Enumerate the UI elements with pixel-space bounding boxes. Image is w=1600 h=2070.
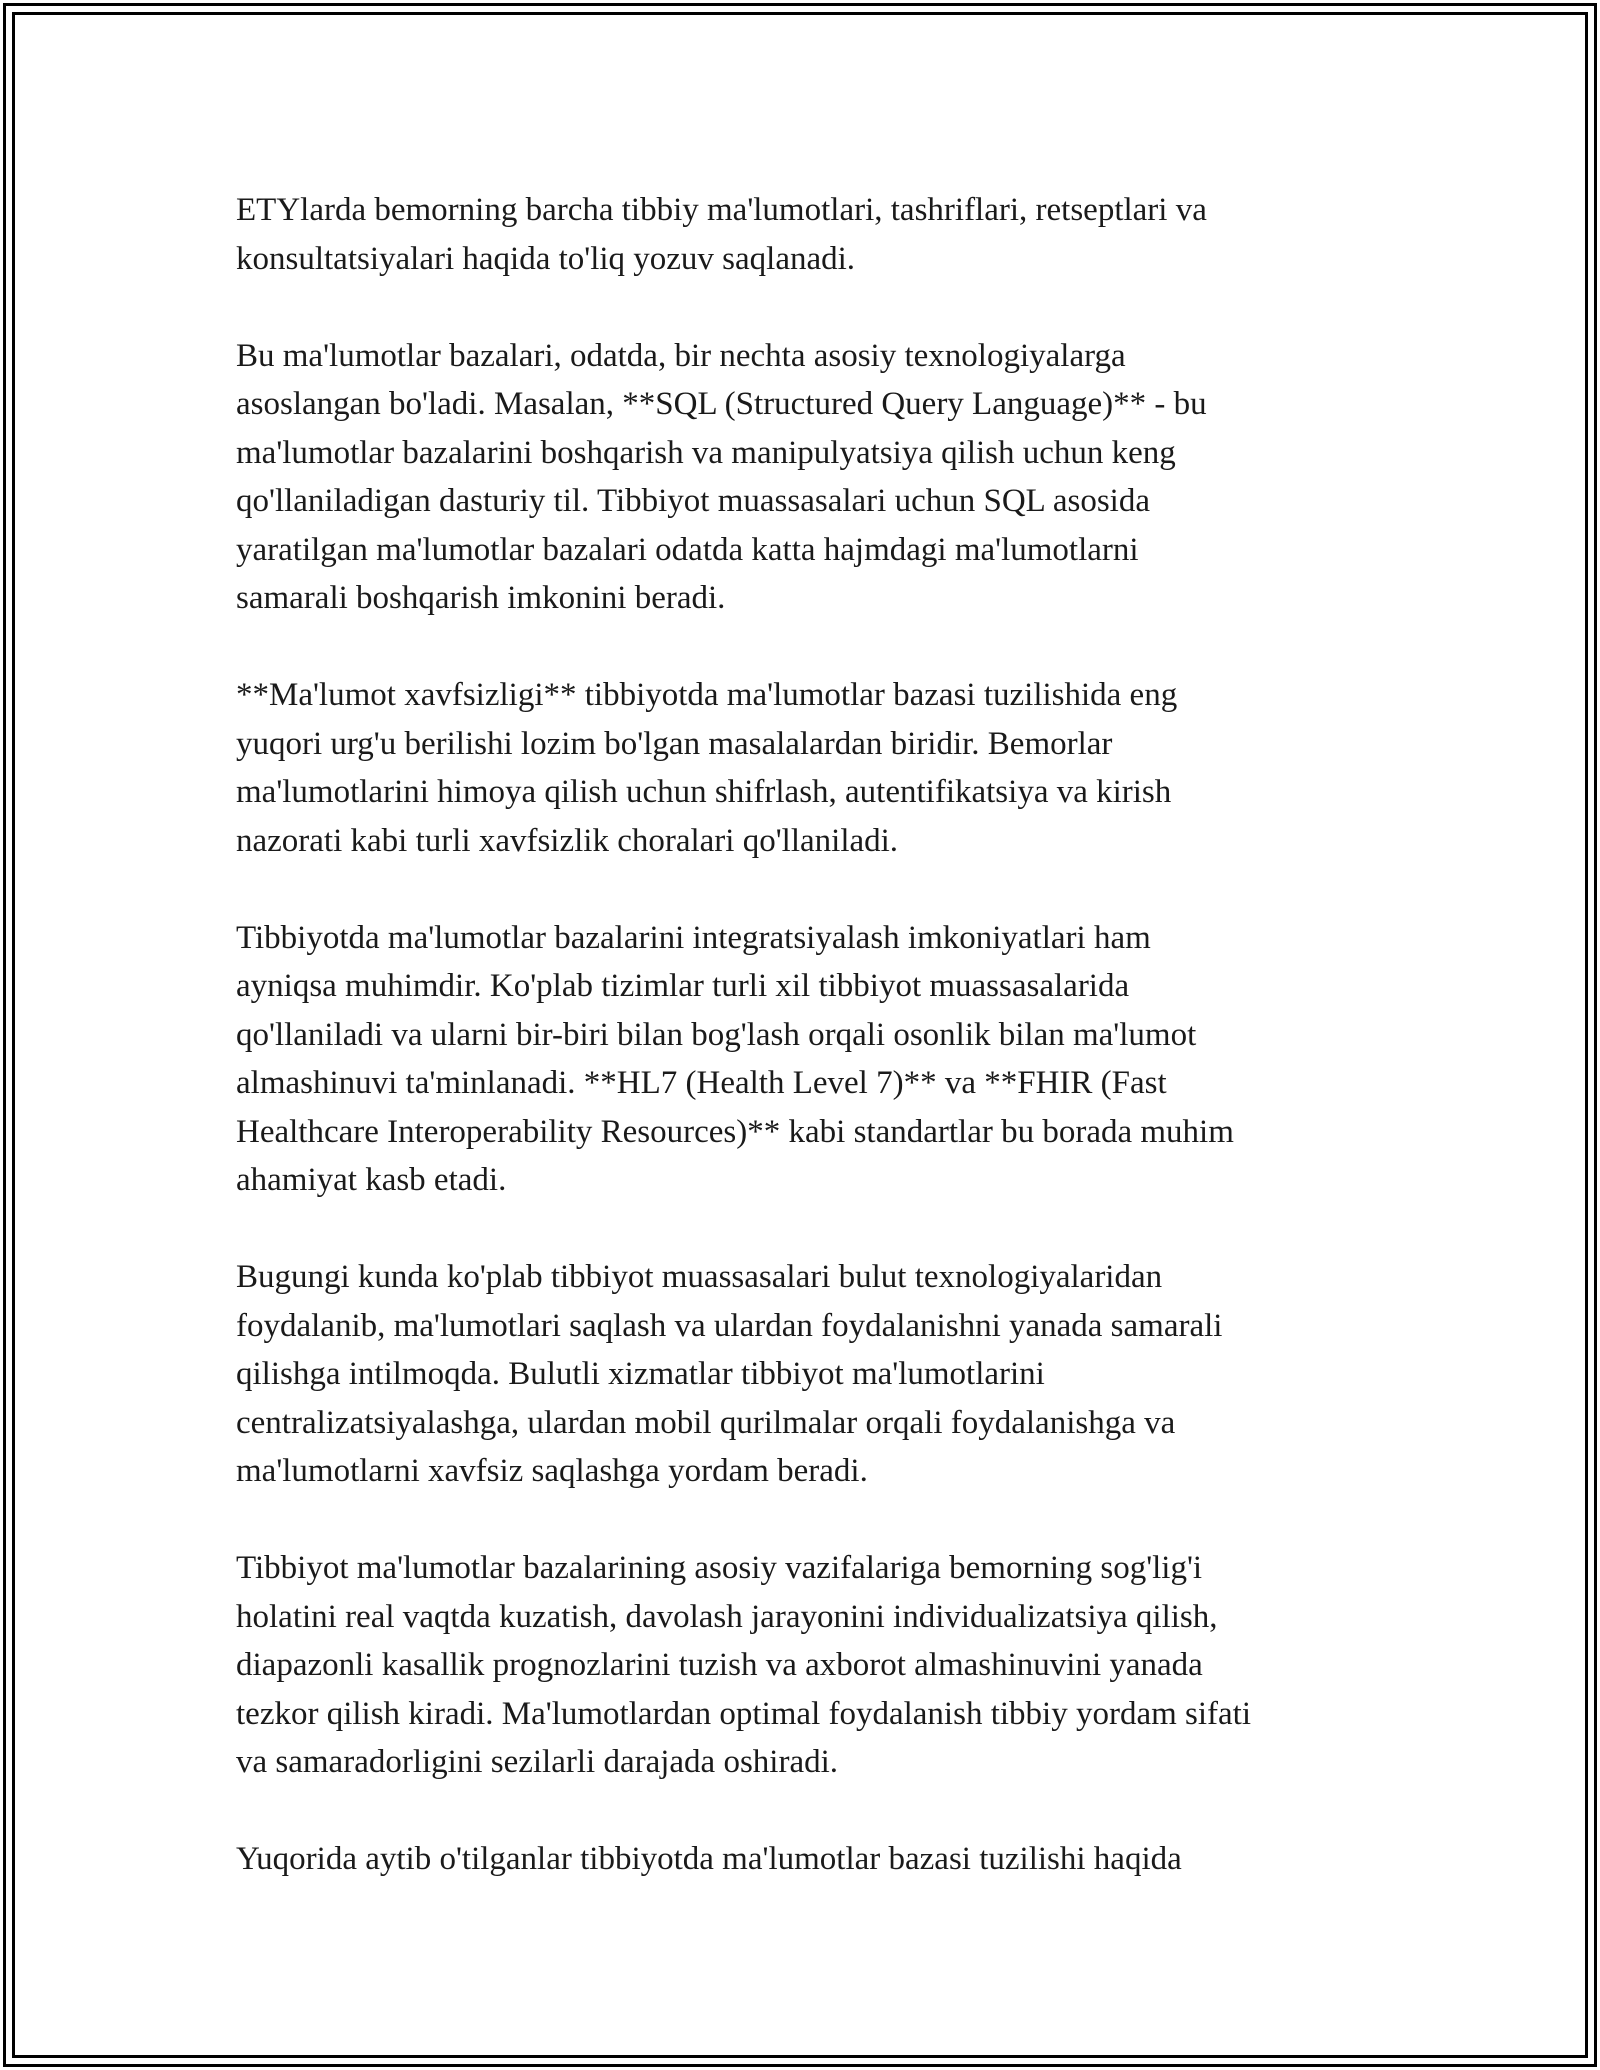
text-line: ma'lumotlarini himoya qilish uchun shifrlash, autentifikatsiya va kirish [236, 774, 1172, 810]
text-line: yuqori urg'u berilishi lozim bo'lgan masalalardan biridir. Bemorlar [236, 725, 1113, 762]
text-line: qilishga intilmoqda. Bulutli xizmatlar tibbiyot ma'lumotlarini [236, 1356, 1045, 1392]
paragraph-5 [236, 1253, 1386, 1496]
paragraph-3 [236, 671, 1386, 865]
text-line: ETYlarda bemorning barcha tibbiy ma'lumotlari, tashriflari, retseptlari va [236, 192, 1207, 228]
text-line: Tibbiyotda ma'lumotlar bazalarini integratsiyalash imkoniyatlari ham [236, 919, 1151, 956]
text-line: yaratilgan ma'lumotlar bazalari odatda katta hajmdagi ma'lumotlarni [236, 531, 1139, 568]
text-line: qo'llaniladigan dasturiy til. Tibbiyot muassasalari uchun SQL asosida [236, 483, 1150, 519]
text-line: ma'lumotlarni xavfsiz saqlashga yordam beradi. [236, 1453, 868, 1489]
paragraph-7 [236, 1835, 1386, 1884]
text-line: foydalanib, ma'lumotlari saqlash va ulardan foydalanishni yanada samarali [236, 1307, 1223, 1344]
text-line: Healthcare Interoperability Resources)** kabi standartlar bu borada muhim [236, 1113, 1234, 1150]
text-line: tezkor qilish kiradi. Ma'lumotlardan optimal foydalanish tibbiy yordam sifati [236, 1695, 1251, 1732]
text-line: almashinuvi ta'minlanadi. **HL7 (Health Level 7)** va **FHIR (Fast [236, 1065, 1167, 1101]
text-line: asoslangan bo'ladi. Masalan, **SQL (Structured Query Language)** - bu [236, 386, 1207, 422]
text-line: konsultatsiyalari haqida to'liq yozuv saqlanadi. [236, 240, 856, 277]
paragraph-1 [236, 186, 1386, 283]
text-line: Bu ma'lumotlar bazalari, odatda, bir nechta asosiy texnologiyalarga [236, 337, 1126, 374]
text-line: ayniqsa muhimdir. Ko'plab tizimlar turli xil tibbiyot muassasalarida [236, 968, 1130, 1004]
text-line: nazorati kabi turli xavfsizlik choralari qo'llaniladi. [236, 822, 899, 859]
document-body [236, 186, 1386, 1932]
text-line: qo'llaniladi va ularni bir-biri bilan bog'lash orqali osonlik bilan ma'lumot [236, 1016, 1197, 1053]
text-line: diapazonli kasallik prognozlarini tuzish va axborot almashinuvini yanada [236, 1647, 1203, 1683]
paragraph-6 [236, 1544, 1386, 1787]
text-line: holatini real vaqtda kuzatish, davolash jarayonini individualizatsiya qilish, [236, 1598, 1218, 1635]
text-line: centralizatsiyalashga, ulardan mobil qurilmalar orqali foydalanishga va [236, 1404, 1176, 1441]
text-line: Bugungi kunda ko'plab tibbiyot muassasalari bulut texnologiyalaridan [236, 1259, 1163, 1295]
text-line: ahamiyat kasb etadi. [236, 1162, 507, 1198]
text-line: samarali boshqarish imkonini beradi. [236, 580, 726, 616]
text-line: Yuqorida aytib o'tilganlar tibbiyotda ma'lumotlar bazasi tuzilishi haqida [236, 1841, 1182, 1877]
text-line: Tibbiyot ma'lumotlar bazalarining asosiy vazifalariga bemorning sog'lig'i [236, 1550, 1203, 1586]
paragraph-2 [236, 332, 1386, 623]
text-line: ma'lumotlar bazalarini boshqarish va manipulyatsiya qilish uchun keng [236, 434, 1176, 471]
text-line: va samaradorligini sezilarli darajada oshiradi. [236, 1744, 839, 1780]
paragraph-4 [236, 914, 1386, 1205]
text-line: **Ma'lumot xavfsizligi** tibbiyotda ma'lumotlar bazasi tuzilishida eng [236, 677, 1178, 713]
